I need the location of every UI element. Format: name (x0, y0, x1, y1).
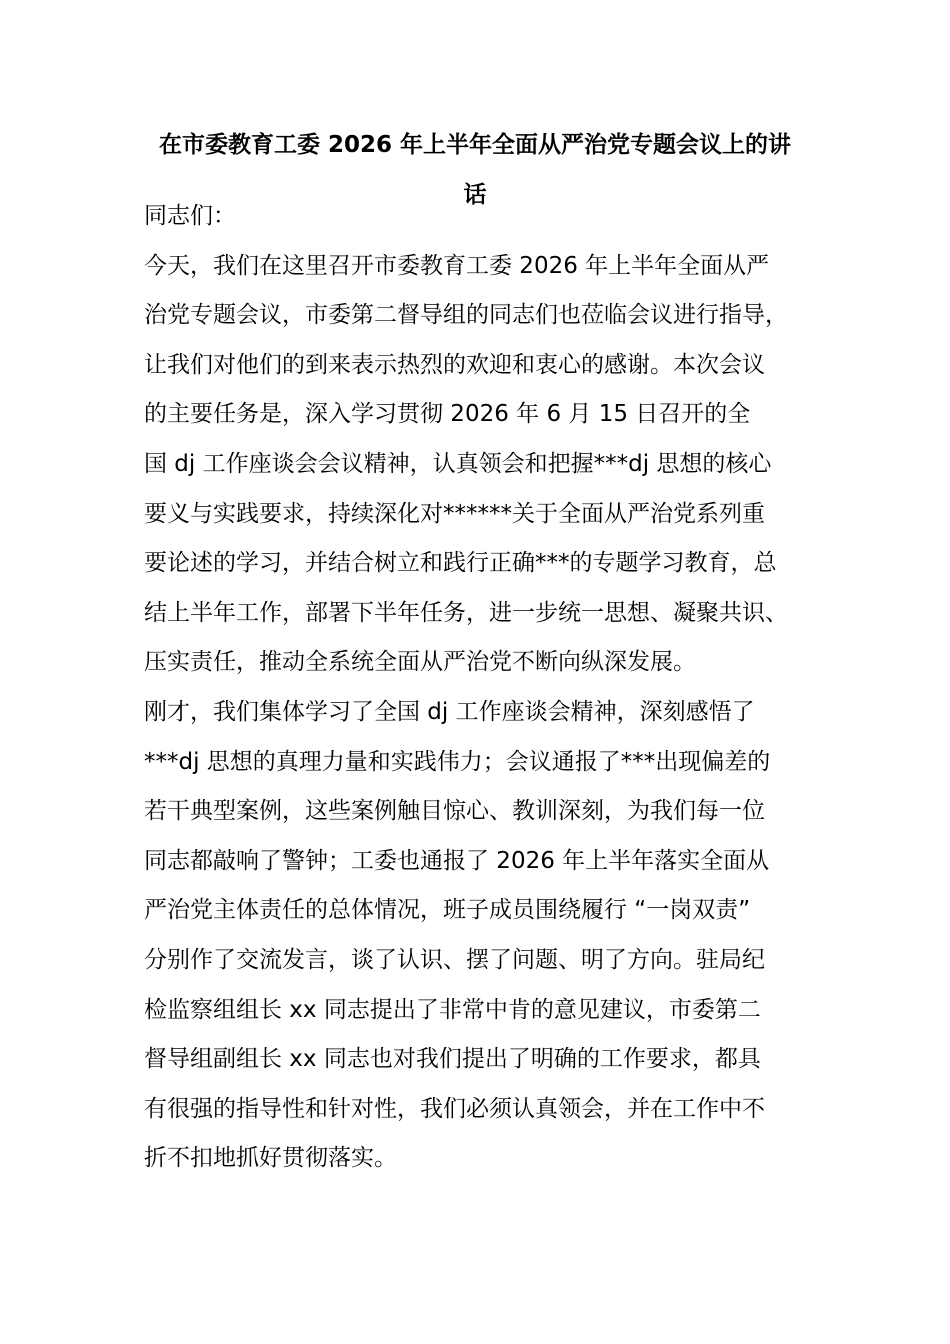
text-line: 的主要任务是，深入学习贯彻 2026 年 6 月 15 日召开的全 (144, 401, 751, 428)
title-line: 话 (463, 182, 487, 208)
text-line: 同志都敲响了警钟；工委也通报了 2026 年上半年落实全面从 (144, 847, 770, 874)
text-line: 治党专题会议，市委第二督导组的同志们也莅临会议进行指导， (144, 302, 788, 329)
text-line: 让我们对他们的到来表示热烈的欢迎和衷心的感谢。本次会议 (144, 351, 765, 378)
text-line: 分别作了交流发言，谈了认识、摆了问题、明了方向。驻局纪 (144, 946, 765, 973)
text-line: 国 dj 工作座谈会会议精神，认真领会和把握***dj 思想的核心 (144, 450, 772, 477)
text-line: 若干典型案例，这些案例触目惊心、教训深刻，为我们每一位 (144, 798, 765, 825)
text-line: 折不扣地抓好贯彻落实。 (144, 1145, 397, 1172)
salutation: 同志们： (144, 203, 236, 229)
text-line: 严治党主体责任的总体情况，班子成员围绕履行 “一岗双责” (144, 897, 751, 924)
title-line: 在市委教育工委 2026 年上半年全面从严治党专题会议上的讲 (158, 132, 792, 158)
text-line: 有很强的指导性和针对性，我们必须认真领会，并在工作中不 (144, 1095, 765, 1122)
text-line: 压实责任，推动全系统全面从严治党不断向纵深发展。 (144, 649, 696, 676)
text-line: 要义与实践要求，持续深化对******关于全面从严治党系列重 (144, 500, 765, 527)
paragraph-2 (144, 688, 814, 1184)
document-body (144, 192, 814, 1184)
text-line: 刚才，我们集体学习了全国 dj 工作座谈会精神，深刻感悟了 (144, 698, 755, 725)
text-line: 督导组副组长 xx 同志也对我们提出了明确的工作要求，都具 (144, 1046, 761, 1073)
paragraph-1 (144, 242, 814, 688)
text-line: ***dj 思想的真理力量和实践伟力；会议通报了***出现偏差的 (144, 748, 771, 775)
text-line: 今天，我们在这里召开市委教育工委 2026 年上半年全面从严 (144, 252, 770, 279)
text-line: 检监察组组长 xx 同志提出了非常中肯的意见建议，市委第二 (144, 996, 761, 1023)
text-line: 要论述的学习，并结合树立和践行正确***的专题学习教育，总 (144, 550, 777, 577)
text-line: 结上半年工作，部署下半年任务，进一步统一思想、凝聚共识、 (144, 599, 788, 626)
